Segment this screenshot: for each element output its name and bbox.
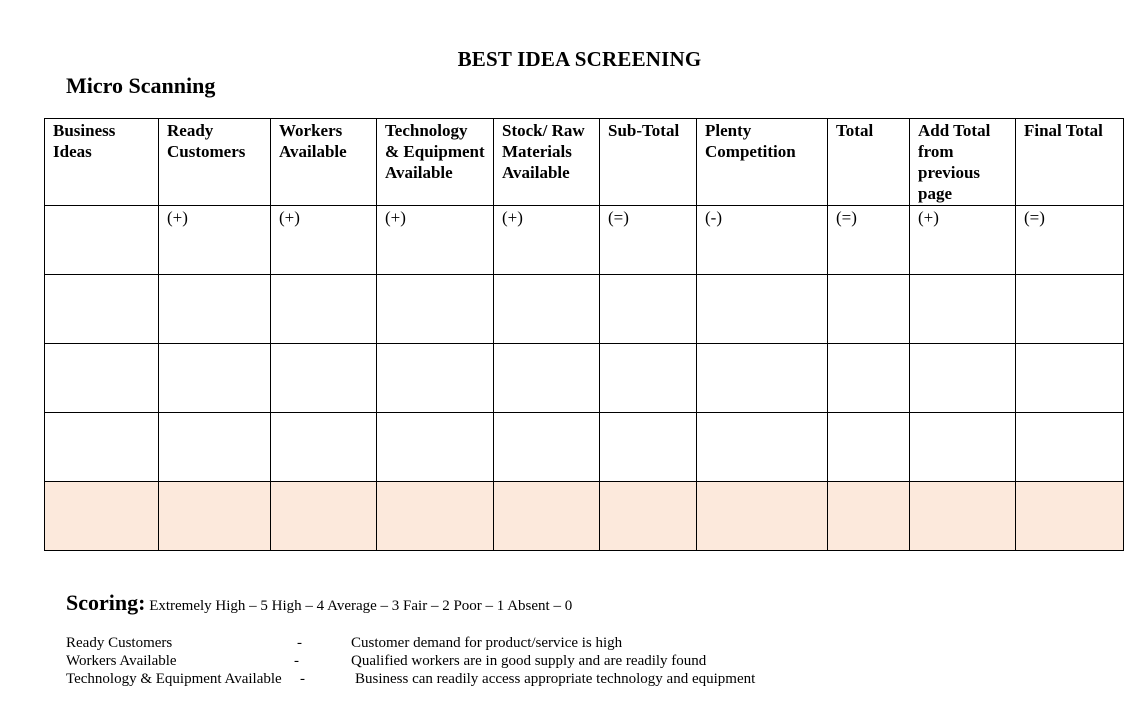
table-cell[interactable] xyxy=(271,413,377,482)
table-cell[interactable] xyxy=(45,275,159,344)
table-cell[interactable] xyxy=(697,275,828,344)
table-cell[interactable] xyxy=(600,344,697,413)
operator-plus[interactable]: (+) xyxy=(377,206,494,275)
table-cell[interactable] xyxy=(271,482,377,551)
scoring-scale: Extremely High – 5 High – 4 Average – 3 Fair – 2 Poor – 1 Absent – 0 xyxy=(149,598,573,614)
operator-row xyxy=(45,206,1124,275)
table-cell[interactable] xyxy=(271,275,377,344)
table-cell[interactable] xyxy=(910,344,1016,413)
table-cell[interactable] xyxy=(697,413,828,482)
header-total: Total xyxy=(828,119,910,206)
operator-plus[interactable]: (+) xyxy=(910,206,1016,275)
header-business-ideas: Business Ideas xyxy=(45,119,159,206)
table-cell[interactable] xyxy=(159,482,271,551)
header-add-total-previous: Add Total from previous page xyxy=(910,119,1016,206)
table-cell[interactable] xyxy=(377,413,494,482)
operator-minus[interactable]: (-) xyxy=(697,206,828,275)
section-subtitle: Micro Scanning xyxy=(66,73,216,98)
screening-table xyxy=(44,118,1124,551)
table-cell[interactable] xyxy=(494,413,600,482)
table-cell[interactable] xyxy=(377,344,494,413)
legend-dash: - xyxy=(297,635,302,651)
header-workers-available: Workers Available xyxy=(271,119,377,206)
header-final-total: Final Total xyxy=(1016,119,1124,206)
table-cell[interactable] xyxy=(377,482,494,551)
table-cell[interactable] xyxy=(1016,482,1124,551)
table-cell[interactable] xyxy=(697,344,828,413)
table-cell[interactable] xyxy=(828,344,910,413)
legend-term: Technology & Equipment Available xyxy=(66,671,282,687)
table-cell[interactable] xyxy=(159,275,271,344)
legend-dash: - xyxy=(300,671,305,687)
operator-plus[interactable]: (+) xyxy=(494,206,600,275)
header-sub-total: Sub-Total xyxy=(600,119,697,206)
legend-dash: - xyxy=(294,653,299,669)
table-cell[interactable] xyxy=(828,482,910,551)
operator-plus[interactable]: (+) xyxy=(271,206,377,275)
legend-description: Business can readily access appropriate technology and equipment xyxy=(355,671,756,687)
table-cell[interactable] xyxy=(910,482,1016,551)
table-cell[interactable] xyxy=(1016,344,1124,413)
table-cell[interactable] xyxy=(910,275,1016,344)
table-cell[interactable] xyxy=(377,275,494,344)
table-cell[interactable] xyxy=(494,344,600,413)
table-cell[interactable] xyxy=(45,482,159,551)
table-cell[interactable] xyxy=(600,482,697,551)
header-plenty-competition: Plenty Competition xyxy=(697,119,828,206)
legend-description: Qualified workers are in good supply and are readily found xyxy=(351,653,707,669)
table-cell[interactable] xyxy=(697,482,828,551)
table-cell[interactable] xyxy=(45,206,159,275)
table-cell[interactable] xyxy=(45,344,159,413)
table-cell[interactable] xyxy=(1016,275,1124,344)
table-row xyxy=(45,275,1124,344)
operator-equals[interactable]: (=) xyxy=(828,206,910,275)
table-cell[interactable] xyxy=(1016,413,1124,482)
legend-term: Workers Available xyxy=(66,653,177,669)
table-row xyxy=(45,344,1124,413)
table-cell[interactable] xyxy=(159,344,271,413)
table-cell[interactable] xyxy=(271,344,377,413)
table-cell[interactable] xyxy=(828,275,910,344)
table-cell[interactable] xyxy=(828,413,910,482)
header-stock-raw-materials: Stock/ Raw Materials Available xyxy=(494,119,600,206)
table-cell[interactable] xyxy=(494,482,600,551)
header-technology-equipment: Technology & Equipment Available xyxy=(377,119,494,206)
header-ready-customers: Ready Customers xyxy=(159,119,271,206)
operator-equals[interactable]: (=) xyxy=(1016,206,1124,275)
table-cell[interactable] xyxy=(494,275,600,344)
legend-term: Ready Customers xyxy=(66,635,173,651)
legend-description: Customer demand for product/service is high xyxy=(351,635,623,651)
totals-row xyxy=(45,482,1124,551)
table-cell[interactable] xyxy=(45,413,159,482)
header-row xyxy=(45,119,1124,206)
table-cell[interactable] xyxy=(600,275,697,344)
scoring-label: Scoring: xyxy=(66,590,146,615)
table-row xyxy=(45,413,1124,482)
operator-plus[interactable]: (+) xyxy=(159,206,271,275)
table-cell[interactable] xyxy=(159,413,271,482)
table-cell[interactable] xyxy=(600,413,697,482)
operator-equals[interactable]: (=) xyxy=(600,206,697,275)
document-title: BEST IDEA SCREENING xyxy=(457,47,702,71)
scoring-line xyxy=(66,590,572,616)
table-cell[interactable] xyxy=(910,413,1016,482)
